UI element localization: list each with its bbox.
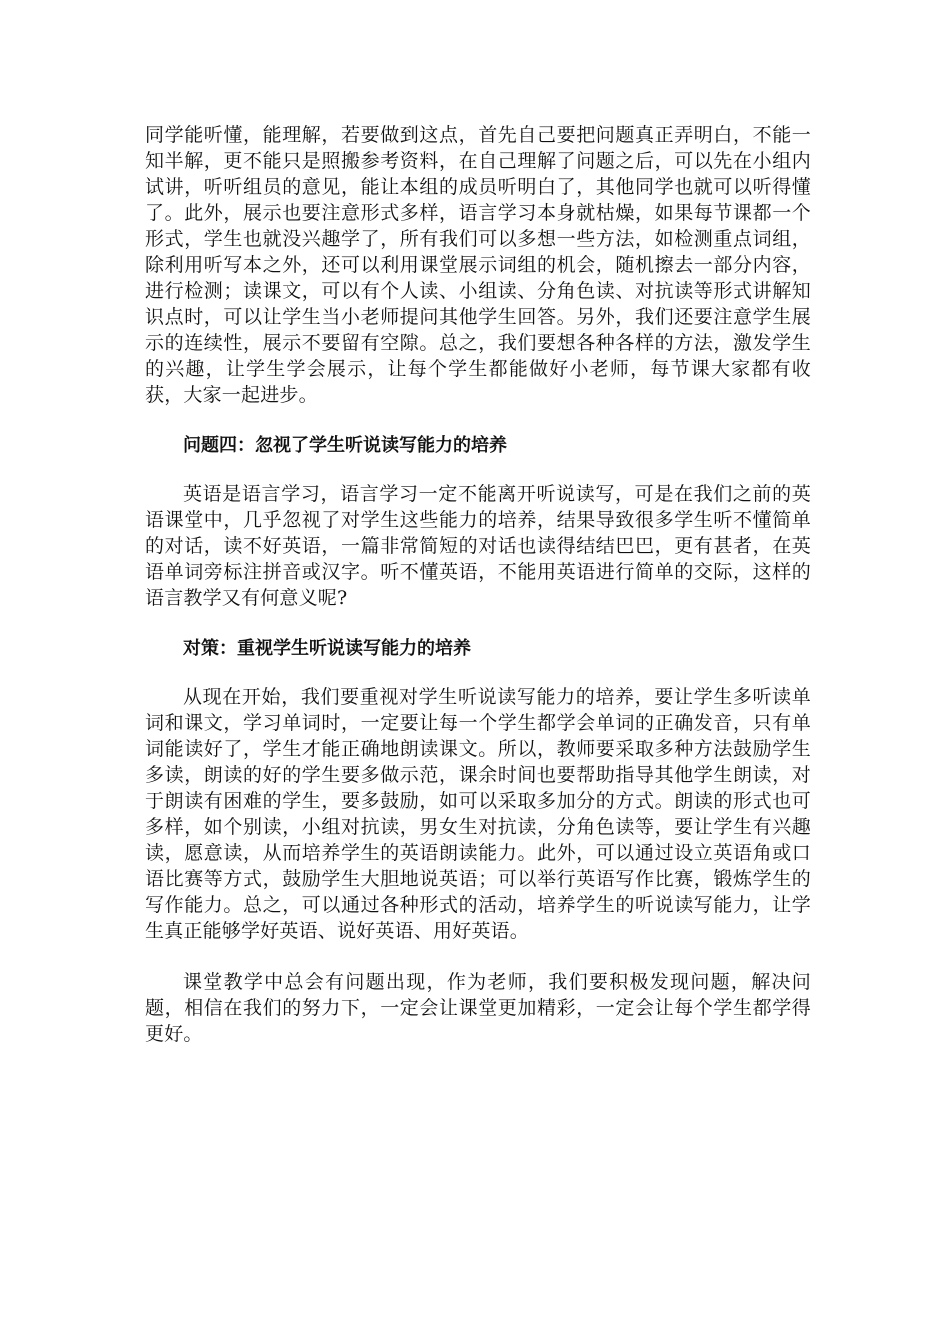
paragraph-spacer xyxy=(145,459,811,481)
paragraph-spacer xyxy=(145,662,811,684)
paragraph-spacer xyxy=(145,944,811,969)
body-paragraph-continued: 同学能听懂，能理解，若要做到这点，首先自己要把问题真正弄明白，不能一知半解，更不能只是照搬参考资料，在自己理解了问题之后，可以先在小组内试讲，听听组员的意见，能让本组的成员听明白了，其他同学也就可以听得懂了。此外，展示也要注意形式多样，语言学习本身就枯燥，如果每节课都一个形式，学生也就没兴趣学了，所有我们可以多想一些方法，如检测重点词组，除利用听写本之外，还可以利用课堂展示词组的机会，随机擦去一部分内容，进行检测；读课文，可以有个人读、小组读、分角色读、对抗读等形式讲解知识点时，可以让学生当小老师提问其他学生回答。另外，我们还要注意学生展示的连续性，展示不要留有空隙。总之，我们要想各种各样的方法，激发学生的兴趣，让学生学会展示，让每个学生都能做好小老师，每节课大家都有收获，大家一起进步。 xyxy=(145,124,811,406)
section-heading-solution: 对策：重视学生听说读写能力的培养 xyxy=(183,638,471,659)
document-body xyxy=(145,122,811,1047)
section-heading-problem-4: 问题四：忽视了学生听说读写能力的培养 xyxy=(183,435,507,456)
paragraph-spacer xyxy=(145,611,811,636)
paragraph-spacer xyxy=(145,408,811,433)
body-paragraph-conclusion: 课堂教学中总会有问题出现，作为老师，我们要积极发现问题，解决问题，相信在我们的努力下，一定会让课堂更加精彩，一定会让每个学生都学得更好。 xyxy=(145,971,811,1045)
body-paragraph-problem-description: 英语是语言学习，语言学习一定不能离开听说读写，可是在我们之前的英语课堂中，几乎忽视了对学生这些能力的培养，结果导致很多学生听不懂简单的对话，读不好英语，一篇非常简短的对话也读得结结巴巴，更有甚者，在英语单词旁标注拼音或汉字。听不懂英语，不能用英语进行简单的交际，这样的语言教学又有何意义呢? xyxy=(145,483,811,609)
body-paragraph-solution-description: 从现在开始，我们要重视对学生听说读写能力的培养，要让学生多听读单词和课文，学习单词时，一定要让每一个学生都学会单词的正确发音，只有单词能读好了，学生才能正确地朗读课文。所以，教师要采取多种方法鼓励学生多读，朗读的好的学生要多做示范，课余时间也要帮助指导其他学生朗读，对于朗读有困难的学生，要多鼓励，如可以采取多加分的方式。朗读的形式也可多样，如个别读，小组对抗读，男女生对抗读，分角色读等，要让学生有兴趣读，愿意读，从而培养学生的英语朗读能力。此外，可以通过设立英语角或口语比赛等方式，鼓励学生大胆地说英语；可以举行英语写作比赛，锻炼学生的写作能力。总之，可以通过各种形式的活动，培养学生的听说读写能力，让学生真正能够学好英语、说好英语、用好英语。 xyxy=(145,686,811,942)
